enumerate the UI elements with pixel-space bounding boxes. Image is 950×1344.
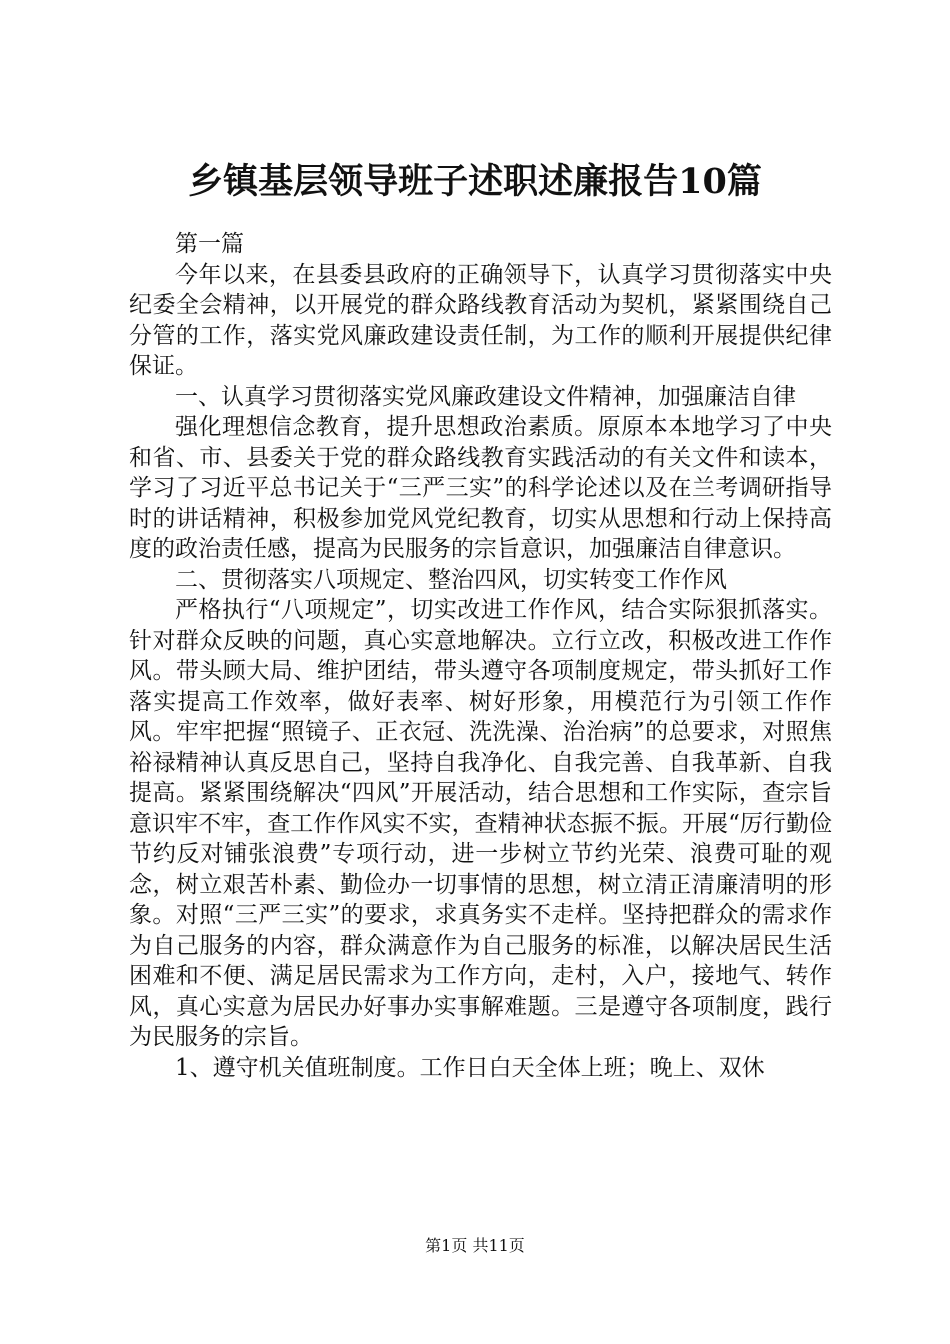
section-heading: 二、贯彻落实八项规定、整治四风，切实转变工作作风 bbox=[175, 566, 727, 593]
paragraph: 今年以来，在县委县政府的正确领导下，认真学习贯彻落实中央纪委全会精神，以开展党的群众路线教育活动为契机，紧紧围绕自己分管的工作，落实党风廉政建设责任制，为工作的顺利开展提供纪律保证。 bbox=[129, 261, 832, 379]
page-number: 第1页 共11页 bbox=[425, 1236, 525, 1255]
paragraph: 1、遵守机关值班制度。工作日白天全体上班；晚上、双休 bbox=[175, 1054, 765, 1081]
paragraph: 严格执行“八项规定”，切实改进工作作风，结合实际狠抓落实。针对群众反映的问题，真心实意地解决。立行立改，积极改进工作作风。带头顾大局、维护团结，带头遵守各项制度规定，带头抓好工作落实提高工作效率，做好表率、树好形象，用模范行为引领工作作风。牢牢把握“照镜子、正衣冠、洗洗澡、治治病”的总要求，对照焦裕禄精神认真反思自己，坚持自我净化、自我完善、自我革新、自我提高。紧紧围绕解决“四风”开展活动，结合思想和工作实际，查宗旨意识牢不牢，查工作作风实不实，查精神状态振不振。开展“厉行勤俭节约反对铺张浪费”专项行动，进一步树立节约光荣、浪费可耻的观念，树立艰苦朴素、勤俭办一切事情的思想，树立清正清廉清明的形象。对照“三严三实”的要求，求真务实不走样。坚持把群众的需求作为自己服务的内容，群众满意作为自己服务的标准，以解决居民生活困难和不便、满足居民需求为工作方向，走村，入户，接地气、转作风，真心实意为居民办好事办实事解难题。三是遵守各项制度，践行为民服务的宗旨。 bbox=[129, 597, 832, 1050]
paragraph: 强化理想信念教育，提升思想政治素质。原原本本地学习了中央和省、市、县委关于党的群众路线教育实践活动的有关文件和读本，学习了习近平总书记关于“三严三实”的科学论述以及在兰考调研指导时的讲话精神，积极参加党风党纪教育，切实从思想和行动上保持高度的政治责任感，提高为民服务的宗旨意识，加强廉洁自律意识。 bbox=[129, 414, 832, 562]
section-heading: 一、认真学习贯彻落实党风廉政建设文件精神，加强廉洁自律 bbox=[175, 383, 796, 410]
document-title: 乡镇基层领导班子述职述廉报告10篇 bbox=[188, 161, 762, 202]
section-heading: 第一篇 bbox=[175, 231, 244, 257]
document-body bbox=[129, 229, 832, 1083]
